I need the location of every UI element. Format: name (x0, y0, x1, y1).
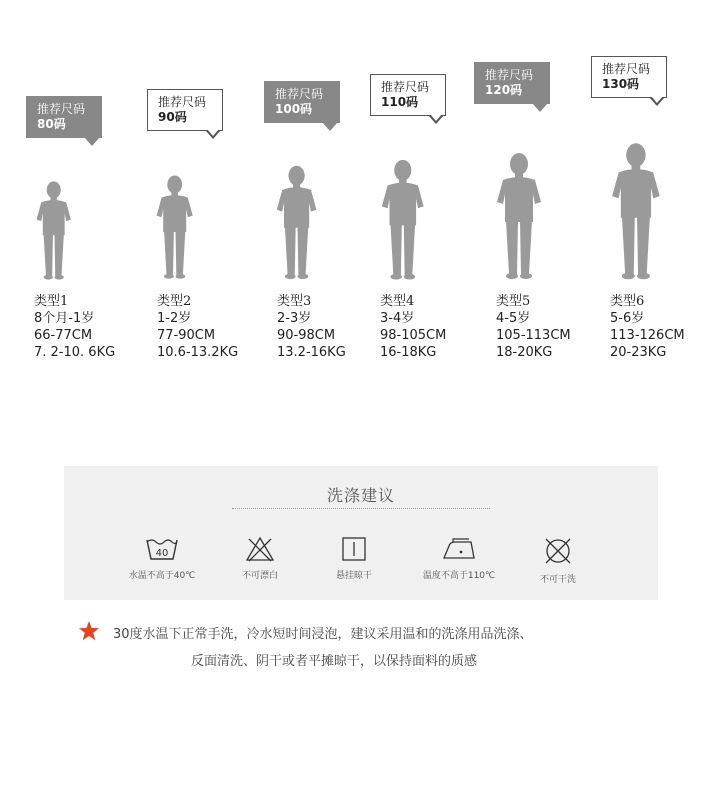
child-figure (380, 157, 426, 285)
size-tag (370, 74, 446, 116)
size-tag (264, 81, 340, 123)
size-age: 3-4岁 (380, 311, 415, 326)
tag-size: 110码 (381, 95, 419, 109)
child-silhouette (275, 163, 318, 280)
size-type: 类型3 (277, 294, 312, 309)
note-line-1: 30度水温下正常手洗，冷水短时间浸泡，建议采用温和的洗涤用品洗涤、 (113, 627, 533, 642)
tag-label: 推荐尺码 (37, 102, 86, 116)
no-bleach-icon (245, 536, 275, 562)
washing-panel (64, 466, 658, 600)
care-item-wash-40 (112, 536, 212, 581)
hang-dry-icon (341, 536, 367, 562)
care-label: 悬挂晾干 (335, 571, 372, 581)
size-type: 类型1 (34, 294, 69, 309)
size-info (277, 293, 346, 361)
size-age: 5-6岁 (610, 311, 645, 326)
size-type: 类型4 (380, 294, 415, 309)
care-item-no-dry-clean (508, 536, 608, 585)
size-height: 105-113CM (496, 328, 571, 343)
size-weight: 16-18KG (380, 345, 437, 360)
size-info (610, 293, 685, 361)
washing-title: 洗涤建议 (326, 486, 395, 505)
child-silhouette (610, 140, 662, 280)
note-line-2: 反面清洗、阴干或者平摊晾干，以保持面料的质感 (191, 654, 478, 669)
tag-size: 120码 (485, 83, 523, 97)
size-info (157, 293, 238, 361)
care-item-iron (409, 536, 509, 581)
child-silhouette (35, 179, 72, 280)
size-weight: 7. 2-10. 6KG (34, 345, 116, 360)
size-height: 98-105CM (380, 328, 447, 343)
tag-pointer-fill (207, 129, 219, 136)
size-tag (147, 89, 223, 131)
tag-pointer-fill (430, 114, 442, 121)
tag-label: 推荐尺码 (602, 62, 651, 76)
care-label: 不可干洗 (539, 575, 576, 585)
size-info (496, 293, 571, 361)
child-figure (495, 150, 543, 284)
tag-pointer-fill (651, 96, 663, 103)
size-type: 类型6 (610, 294, 645, 309)
care-label: 水温不高于40℃ (128, 571, 196, 581)
tag-pointer (532, 103, 548, 112)
size-weight: 10.6-13.2KG (157, 345, 239, 360)
child-figure (275, 163, 318, 284)
size-height: 66-77CM (34, 328, 93, 343)
tag-size: 90码 (158, 110, 187, 124)
care-label: 不可漂白 (241, 571, 278, 581)
tag-label: 推荐尺码 (485, 68, 534, 82)
size-height: 113-126CM (610, 328, 685, 343)
size-age: 1-2岁 (157, 311, 192, 326)
size-age: 8个月-1岁 (34, 311, 95, 326)
tag-pointer (322, 122, 338, 131)
tag-size: 100码 (275, 102, 313, 116)
care-item-no-bleach (210, 536, 310, 581)
child-figure (155, 173, 194, 284)
tag-label: 推荐尺码 (381, 80, 430, 94)
size-weight: 13.2-16KG (277, 345, 346, 360)
child-silhouette (380, 157, 426, 281)
child-silhouette (155, 173, 194, 280)
care-item-hang-dry (304, 536, 404, 581)
size-height: 90-98CM (277, 328, 336, 343)
tag-pointer (84, 137, 100, 146)
size-age: 2-3岁 (277, 311, 312, 326)
care-label: 温度不高于110℃ (422, 571, 496, 581)
iron-110-icon (441, 536, 477, 562)
child-figure (610, 140, 662, 284)
tag-label: 推荐尺码 (158, 95, 207, 109)
tag-size: 130码 (602, 77, 640, 91)
no-dry-clean-icon (543, 536, 573, 566)
child-silhouette (495, 150, 543, 280)
size-type: 类型2 (157, 294, 192, 309)
wash-40-icon (145, 536, 179, 562)
wash-temp-text: 40 (155, 548, 169, 559)
size-type: 类型5 (496, 294, 531, 309)
size-info (380, 293, 446, 361)
size-height: 77-90CM (157, 328, 216, 343)
size-weight: 20-23KG (610, 345, 667, 360)
star-icon (78, 620, 100, 642)
size-tag (591, 56, 667, 98)
child-figure (35, 179, 72, 284)
size-tag (26, 96, 102, 138)
tag-label: 推荐尺码 (275, 87, 324, 101)
tag-size: 80码 (37, 117, 66, 131)
title-divider (232, 508, 490, 509)
size-weight: 18-20KG (496, 345, 553, 360)
size-info (34, 293, 115, 361)
size-age: 4-5岁 (496, 311, 531, 326)
size-tag (474, 62, 550, 104)
